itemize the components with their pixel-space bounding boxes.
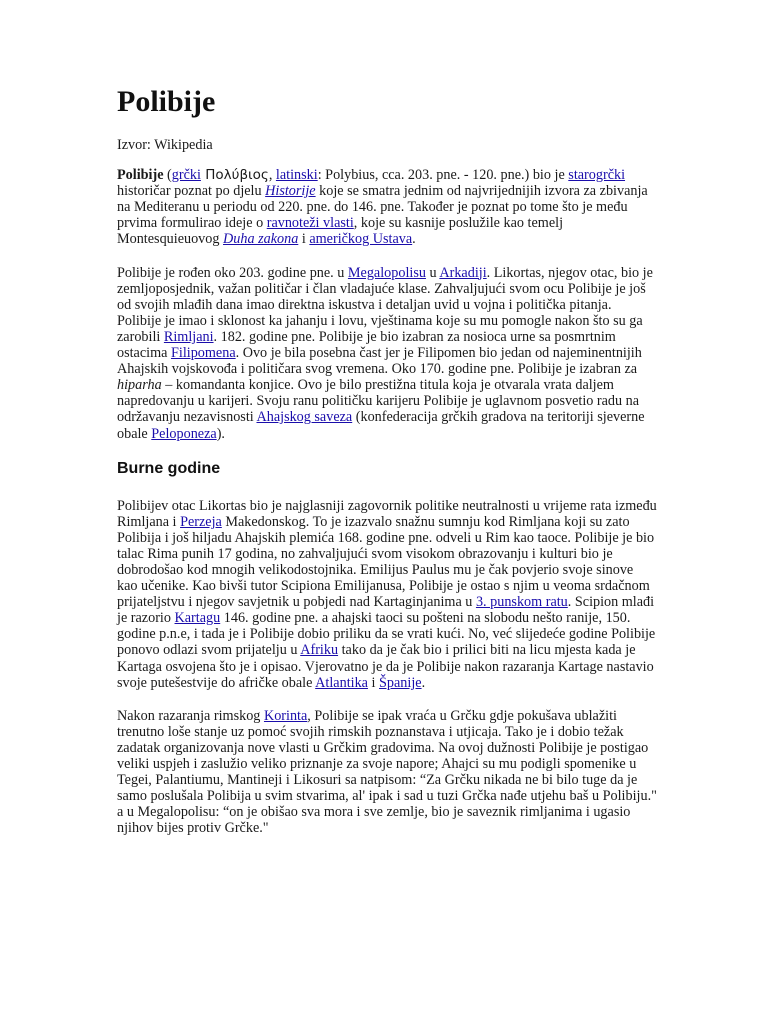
article	[117, 84, 657, 853]
link-historije[interactable]	[265, 183, 315, 199]
text: ).	[216, 425, 225, 442]
link-peloponeza[interactable]: Peloponeza	[151, 425, 217, 442]
source-line: Izvor: Wikipedia	[117, 137, 213, 153]
text: Polibijev otac Likortas bio je najglasniji zagovornik politike neutralnosti u vrijeme rata između Rimljana i	[117, 497, 657, 530]
text: .	[421, 674, 426, 691]
link-kartagu[interactable]: Kartagu	[174, 610, 221, 627]
text: .	[412, 231, 416, 248]
text: . Scipion mlađi je razorio	[117, 594, 655, 627]
biography-paragraph	[117, 265, 657, 442]
link-americkog-ustava[interactable]: američkog Ustava	[309, 231, 413, 248]
page-title: Polibije	[117, 85, 216, 118]
link-historije-label: Historije	[265, 183, 316, 200]
link-rimljani[interactable]: Rimljani	[163, 328, 214, 345]
link-perzeja[interactable]: Perzeja	[180, 513, 222, 530]
subject-name: Polibije	[117, 167, 164, 184]
text: , Polibije se ipak vraća u Grčku gdje pokušava ublažiti trenutno loše stanje uz pomoć svojih rimskih poznanstava i utjicaja. Tako je i dobio težak zadatak organizovanja nove vlasti u Grčkim gradovima. Na ovoj dužnosti Polibije je postigao veliki uspjeh i zaslužio veliko priznanje za svoje napore; Ahajci su mu podigli spomenike u Tegei, Palantiumu, Mantineji i Likosuri sa natpisom: “Za Grčku nikada ne bi bilo tuge da je samo poslušala Polibija u svim stvarima, al' ipak i sad u tuzi Grčka nađe utjehu baš u Polibiju." a u Megalopolisu: “on je obišao sva mora i sve zemlje, bio je saveznik rimljanima i ugasio njihov bijes protiv Grčke."	[117, 707, 657, 837]
hostage-paragraph	[117, 498, 657, 691]
text: Nakon razaranja rimskog	[117, 707, 264, 724]
text: : Polybius, cca. 203. pne. - 120. pne.) bio je	[317, 167, 569, 184]
text: koje se smatra jednim od najvrijednijih izvora za zbivanja na Mediteranu u periodu od 220. pne. do 146. pne. Također je poznat po tome što je među prvima formulirao ideje o	[117, 183, 648, 232]
text: Makedonskog. To je izazvalo snažnu sumnju kod Rimljana koji su zato Polibija i još hiljadu Ahajskih plemića 168. godine pne. odveli u Rim kao taoce. Polibije je bio talac Rima punih 17 godina, no zahvaljujući svom visokom obrazovanju i kulturi bio je dobrodošao kod mnogih velikodostojnika. Emilijus Paulus mu je čak povjerio svoje sinove kao učenike. Kao bivši tutor Scipiona Emilijanusa, Polibije je ostao s njim u veoma srdačnom prijateljstvu i njegov savjetnik u pobjedi nad Kartaginjanima u	[117, 513, 655, 611]
link-filipomena[interactable]: Filipomena	[170, 345, 236, 362]
link-starogrcki[interactable]: starogrčki	[568, 167, 626, 184]
link-arkadiji[interactable]: Arkadiji	[439, 264, 487, 281]
text: – komandanta konjice. Ovo je bilo prestižna titula koja je otvarala vrata daljem napredovanju u karijeri. Svoju ranu političku karijeru Polibije je uglavnom posvetio radu na održavanju nezavisnosti	[117, 377, 640, 426]
link-ravnotezi-vlasti[interactable]: ravnoteži vlasti	[266, 215, 354, 232]
text: , koje su kasnije poslužile kao temelj Montesquieuovog	[117, 215, 564, 248]
link-ahajskog-saveza[interactable]: Ahajskog saveza	[256, 409, 353, 426]
link-afriku[interactable]: Afriku	[300, 642, 339, 659]
link-punski-rat[interactable]: 3. punskom ratu	[475, 594, 568, 611]
return-paragraph	[117, 708, 657, 837]
link-megalopolisu[interactable]: Megalopolisu	[347, 264, 426, 281]
greek-name: Πολύβιος	[200, 167, 269, 184]
link-atlantika[interactable]: Atlantika	[315, 674, 368, 691]
text: (	[163, 167, 172, 184]
link-latinski[interactable]: latinski	[275, 167, 318, 184]
text: (konfederacija grčkih gradova na teritoriji sjeverne obale	[117, 409, 645, 442]
text: u	[425, 264, 440, 281]
section-heading: Burne godine	[117, 459, 221, 477]
text: i	[367, 674, 380, 691]
text: . Ovo je bila posebna čast jer je Filipomen bio jedan od najeminentnijih Ahajskih vojskovođa i političara svog vremena. Oko 170. godine pne. Polibije je izabran za	[117, 345, 642, 378]
text: . 182. godine pne. Polibije je bio izabran za nosioca urne sa posmrtnim ostacima	[117, 328, 616, 362]
link-duha-zakona-label: Duha zakona	[223, 231, 299, 248]
link-duha-zakona[interactable]	[223, 231, 298, 247]
text: Polibije je rođen oko 203. godine pne. u	[117, 264, 348, 281]
text: ,	[268, 167, 276, 184]
text: i	[298, 231, 310, 248]
link-grcki[interactable]: grčki	[171, 167, 201, 184]
text: . Likortas, njegov otac, bio je zemljoposjednik, važan političar i član vladajuće klase. Zahvaljujući svom ocu Polibije je još od svojih mlađih dana imao direktna iskustva i detaljan uvid u vojna i politička pitanja. Polibije je imao i sklonost ka jahanju i lovu, vještinama koje su mu pomogle nakon što su ga zarobili	[117, 264, 653, 345]
link-korinta[interactable]: Korinta	[263, 707, 308, 724]
text: historičar poznat po djelu	[117, 183, 266, 200]
emphasis-hiparha: hiparha	[117, 377, 162, 394]
link-spanije[interactable]: Španije	[379, 674, 422, 691]
intro-paragraph	[117, 167, 657, 247]
text: tako da je čak bio i prilici biti na licu mjesta kada je Kartaga osvojena što je i opisao. Vjerovatno je da je Polibije nakon razaranja Kartage nastavio svoje putešestvije do afričke obale	[117, 642, 654, 691]
text: 146. godine pne. a ahajski taoci su pošteni na slobodu nešto ranije, 150. godine p.n.e, i tada je i Polibije dobio priliku da se vrati kući. No, već slijedeće godine Polibije ponovo odlazi svom prijatelju u	[117, 610, 656, 659]
